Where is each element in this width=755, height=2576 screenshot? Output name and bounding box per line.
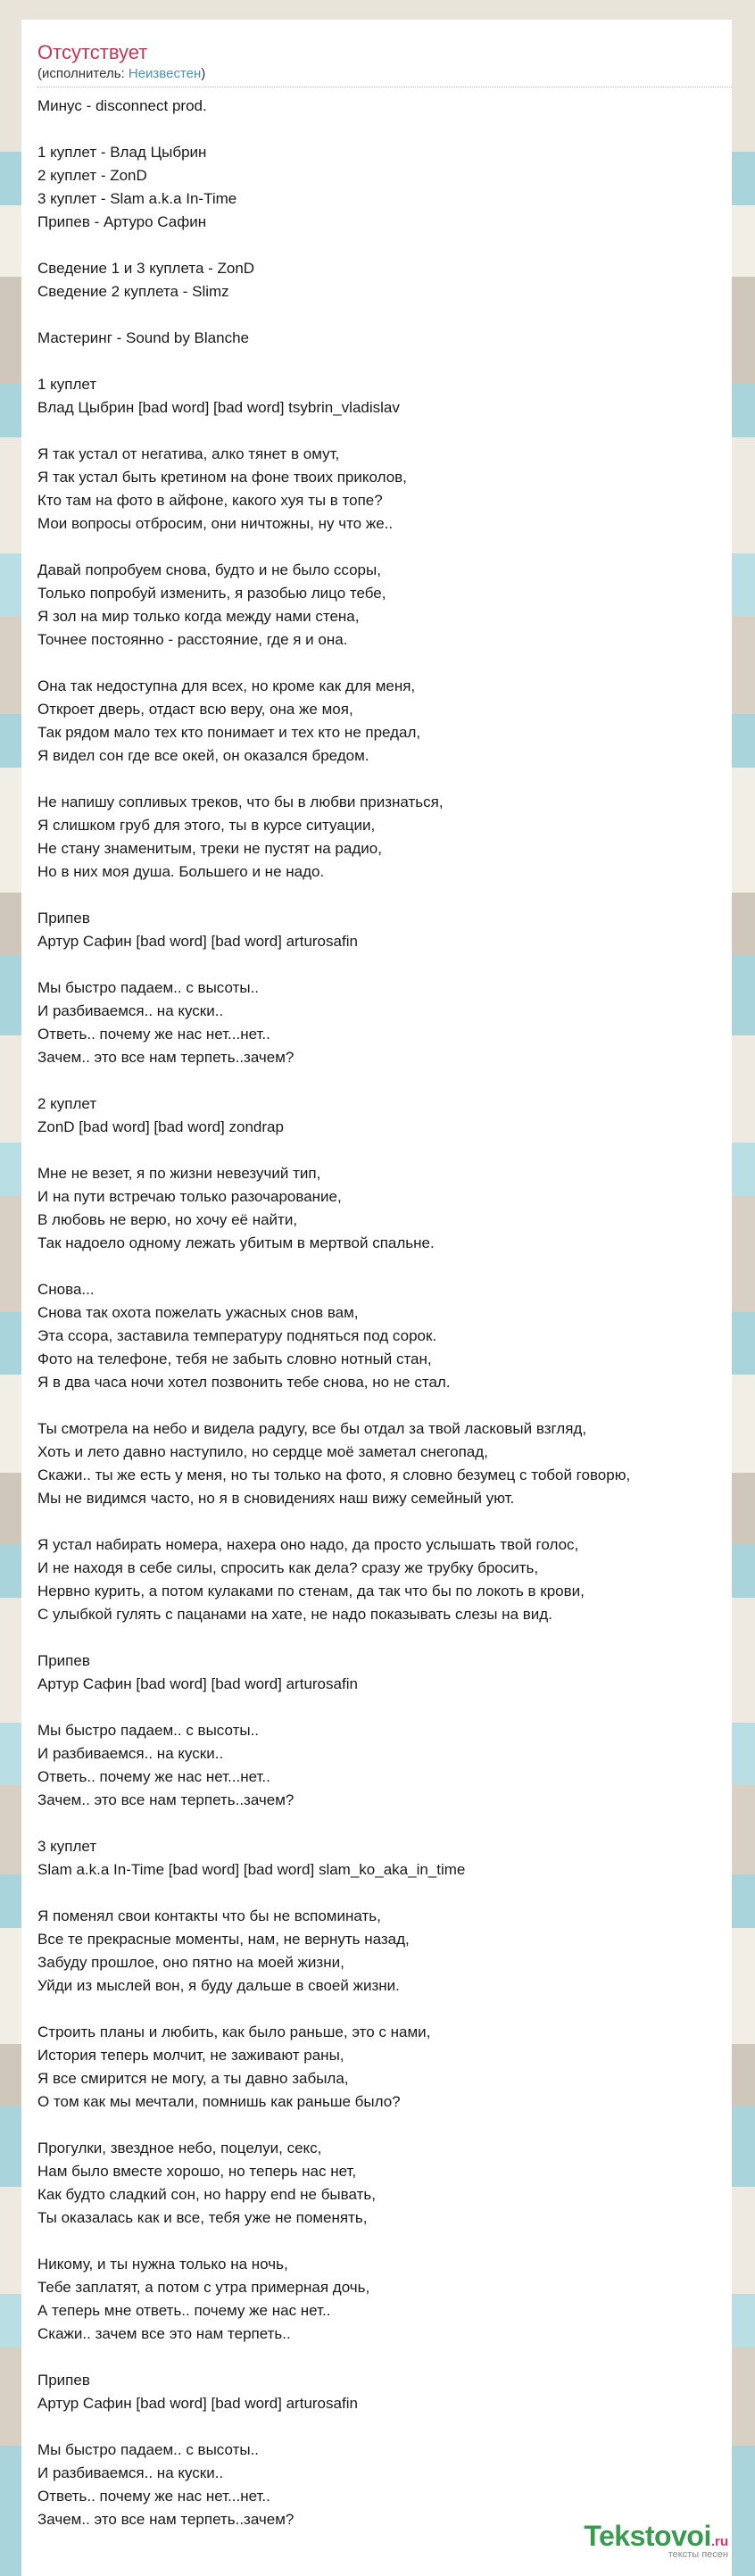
lyrics-line: Снова так охота пожелать ужасных снов вам, — [37, 1304, 359, 1321]
lyrics-blank-line — [37, 536, 755, 559]
lyrics-line: Slam a.k.a In-Time [bad word] [bad word] slam_ko_aka_in_time — [37, 1861, 466, 1878]
lyrics-blank-line — [37, 652, 755, 675]
lyrics-text — [37, 95, 755, 2531]
lyrics-blank-line — [37, 1696, 755, 1719]
lyrics-line: Точнее постоянно - расстояние, где я и она. — [37, 631, 348, 648]
artist-link[interactable]: Неизвестен — [128, 66, 202, 81]
lyrics-line: С улыбкой гулять с пацанами на хате, не надо показывать слезы на вид. — [37, 1606, 552, 1623]
lyrics-blank-line — [37, 1255, 755, 1278]
lyrics-line: Я слишком груб для этого, ты в курсе ситуации, — [37, 817, 376, 834]
lyrics-blank-line — [37, 2230, 755, 2253]
lyrics-line: Не стану знаменитым, треки не пустят на радио, — [37, 840, 382, 857]
lyrics-line: Мы быстро падаем.. с высоты.. — [37, 2441, 260, 2458]
lyrics-blank-line — [37, 2415, 755, 2439]
lyrics-blank-line — [37, 2346, 755, 2369]
lyrics-line: Скажи.. ты же есть у меня, но ты только на фото, я словно безумец с тобой говорю, — [37, 1467, 631, 1483]
lyrics-line: Только попробуй изменить, я разобью лицо тебе, — [37, 585, 386, 602]
lyrics-line: Влад Цыбрин [bad word] [bad word] tsybrin_vladislav — [37, 399, 400, 416]
lyrics-line: Я так устал от негатива, алко тянет в омут, — [37, 445, 340, 462]
lyrics-line: Я в два часа ночи хотел позвонить тебе снова, но не стал. — [37, 1374, 451, 1391]
lyrics-line: Ответь.. почему же нас нет...нет.. — [37, 1026, 270, 1043]
lyrics-line: Так надоело одному лежать убитым в мертвой спальне. — [37, 1234, 435, 1251]
lyrics-line: 2 куплет — [37, 1095, 97, 1112]
lyrics-line: Никому, и ты нужна только на ночь, — [37, 2256, 288, 2273]
lyrics-line: Припев — [37, 2372, 90, 2389]
lyrics-blank-line — [37, 1882, 755, 1905]
lyrics-blank-line — [37, 1139, 755, 1162]
lyrics-blank-line — [37, 420, 755, 443]
lyrics-blank-line — [37, 350, 755, 373]
lyrics-line: Забуду прошлое, оно пятно на моей жизни, — [37, 1954, 344, 1971]
lyrics-line: Откроет дверь, отдаст всю веру, она же моя, — [37, 701, 353, 718]
lyrics-blank-line — [37, 2114, 755, 2137]
lyrics-blank-line — [37, 1510, 755, 1533]
lyrics-line: Кто там на фото в айфоне, какого хуя ты в топе? — [37, 492, 383, 509]
lyrics-line: Мы не видимся часто, но я в сновидениях наш вижу семейный уют. — [37, 1490, 515, 1507]
lyrics-line: Строить планы и любить, как было раньше, это с нами, — [37, 2023, 431, 2040]
lyrics-line: Она так недоступна для всех, но кроме как для меня, — [37, 677, 416, 694]
lyrics-line: Снова... — [37, 1281, 95, 1298]
artist-suffix: ) — [201, 66, 206, 81]
lyrics-line: Не напишу сопливых треков, что бы в любви признаться, — [37, 794, 444, 810]
lyrics-line: Уйди из мыслей вон, я буду дальше в своей жизни. — [37, 1977, 400, 1994]
lyrics-line: Тебе заплатят, а потом с утра примерная дочь, — [37, 2279, 370, 2296]
lyrics-line: Ответь.. почему же нас нет...нет.. — [37, 1768, 270, 1785]
lyrics-line: Все те прекрасные моменты, нам, не вернуть назад, — [37, 1931, 410, 1948]
lyrics-line: Сведение 2 куплета - Slimz — [37, 283, 229, 300]
lyrics-line: 3 куплет — [37, 1838, 97, 1855]
lyrics-line: И разбиваемся.. на куски.. — [37, 1002, 224, 1019]
lyrics-line: Я поменял свои контакты что бы не вспоминать, — [37, 1907, 381, 1924]
lyrics-line: И разбиваемся.. на куски.. — [37, 1745, 224, 1762]
site-logo[interactable] — [584, 2520, 728, 2560]
lyrics-line: Припев — [37, 910, 90, 927]
lyrics-blank-line — [37, 234, 755, 257]
lyrics-line: Минус - disconnect prod. — [37, 97, 207, 114]
lyrics-line: Мы быстро падаем.. с высоты.. — [37, 979, 260, 996]
lyrics-blank-line — [37, 1626, 755, 1649]
lyrics-line: Сведение 1 и 3 куплета - ZonD — [37, 260, 255, 277]
lyrics-blank-line — [37, 303, 755, 327]
lyrics-line: Давай попробуем снова, будто и не было ссоры, — [37, 561, 381, 578]
lyrics-line: Ты смотрела на небо и видела радугу, все бы отдал за твой ласковый взгляд, — [37, 1420, 587, 1437]
lyrics-line: Нам было вместе хорошо, но теперь нас нет, — [37, 2163, 357, 2180]
lyrics-line: Я все смирится не могу, а ты давно забыла, — [37, 2070, 349, 2087]
lyrics-line: Артур Сафин [bad word] [bad word] arturosafin — [37, 933, 358, 950]
logo-wordmark — [584, 2520, 728, 2553]
lyrics-line: Ты оказалась как и все, тебя уже не поменять, — [37, 2209, 368, 2226]
lyrics-line: Мои вопросы отбросим, они ничтожны, ну что же.. — [37, 515, 394, 532]
lyrics-line: Нервно курить, а потом кулаками по стенам, да так что бы по локоть в крови, — [37, 1583, 585, 1600]
lyrics-blank-line — [37, 118, 755, 141]
lyrics-line: Но в них моя душа. Большего и не надо. — [37, 863, 325, 880]
lyrics-line: А теперь мне ответь.. почему же нас нет.. — [37, 2302, 331, 2319]
logo-brand: Tekstovoi — [584, 2520, 711, 2552]
lyrics-line: 1 куплет — [37, 376, 97, 393]
lyrics-line: Зачем.. это все нам терпеть..зачем? — [37, 1049, 295, 1066]
lyrics-line: 3 куплет - Slam a.k.a In-Time — [37, 190, 237, 207]
lyrics-blank-line — [37, 953, 755, 976]
lyrics-line: Так рядом мало тех кто понимает и тех кто не предал, — [37, 724, 421, 741]
lyrics-blank-line — [37, 1069, 755, 1093]
lyrics-line: Ответь.. почему же нас нет...нет.. — [37, 2488, 270, 2505]
lyrics-line: Скажи.. зачем все это нам терпеть.. — [37, 2325, 291, 2342]
lyrics-line: 1 куплет - Влад Цыбрин — [37, 144, 207, 161]
lyrics-line: Эта ссора, заставила температуру подняться под сорок. — [37, 1327, 437, 1344]
lyrics-blank-line — [37, 768, 755, 791]
lyrics-blank-line — [37, 1812, 755, 1835]
lyrics-line: Зачем.. это все нам терпеть..зачем? — [37, 1791, 295, 1808]
lyrics-line: Я так устал быть кретином на фоне твоих приколов, — [37, 469, 407, 486]
lyrics-line: Мы быстро падаем.. с высоты.. — [37, 1722, 260, 1739]
lyrics-line: Прогулки, звездное небо, поцелуи, секс, — [37, 2140, 322, 2156]
lyrics-line: Я зол на мир только когда между нами стена, — [37, 608, 360, 625]
lyrics-sheet — [21, 20, 732, 2576]
lyrics-blank-line — [37, 1998, 755, 2021]
artist-line — [37, 66, 732, 87]
lyrics-line: Зачем.. это все нам терпеть..зачем? — [37, 2511, 295, 2528]
lyrics-line: Мне не везет, я по жизни невезучий тип, — [37, 1165, 321, 1182]
lyrics-line: В любовь не верю, но хочу её найти, — [37, 1211, 298, 1228]
lyrics-line: И не находя в себе силы, спросить как дела? сразу же трубку бросить, — [37, 1559, 539, 1576]
lyrics-line: И разбиваемся.. на куски.. — [37, 2464, 224, 2481]
logo-tld: .ru — [710, 2534, 728, 2549]
lyrics-blank-line — [37, 884, 755, 907]
lyrics-line: Я устал набирать номера, нахера оно надо, да просто услышать твой голос, — [37, 1536, 579, 1553]
lyrics-line: Как будто сладкий сон, но happy end не бывать, — [37, 2186, 376, 2203]
lyrics-line: Мастеринг - Sound by Blanche — [37, 329, 249, 346]
lyrics-line: Припев - Артуро Сафин — [37, 213, 207, 230]
lyrics-line: Хоть и лето давно наступило, но сердце моё заметал снегопад, — [37, 1443, 488, 1460]
lyrics-line: История теперь молчит, не заживают раны, — [37, 2047, 344, 2064]
lyrics-line: О том как мы мечтали, помнишь как раньше было? — [37, 2093, 401, 2110]
lyrics-line: Артур Сафин [bad word] [bad word] arturosafin — [37, 1675, 358, 1692]
artist-prefix: (исполнитель: — [37, 66, 129, 81]
lyrics-line: И на пути встречаю только разочарование, — [37, 1188, 342, 1205]
logo-slogan: тексты песен — [668, 2549, 728, 2560]
song-title: Отсутствует — [37, 41, 148, 63]
lyrics-line: Фото на телефоне, тебя не забыть словно нотный стан, — [37, 1350, 432, 1367]
lyrics-line: Артур Сафин [bad word] [bad word] arturosafin — [37, 2395, 358, 2412]
lyrics-line: Я видел сон где все окей, он оказался бредом. — [37, 747, 369, 764]
lyrics-blank-line — [37, 1394, 755, 1417]
lyrics-line: ZonD [bad word] [bad word] zondrap — [37, 1118, 284, 1135]
lyrics-line: 2 куплет - ZonD — [37, 167, 147, 184]
lyrics-line: Припев — [37, 1652, 90, 1669]
